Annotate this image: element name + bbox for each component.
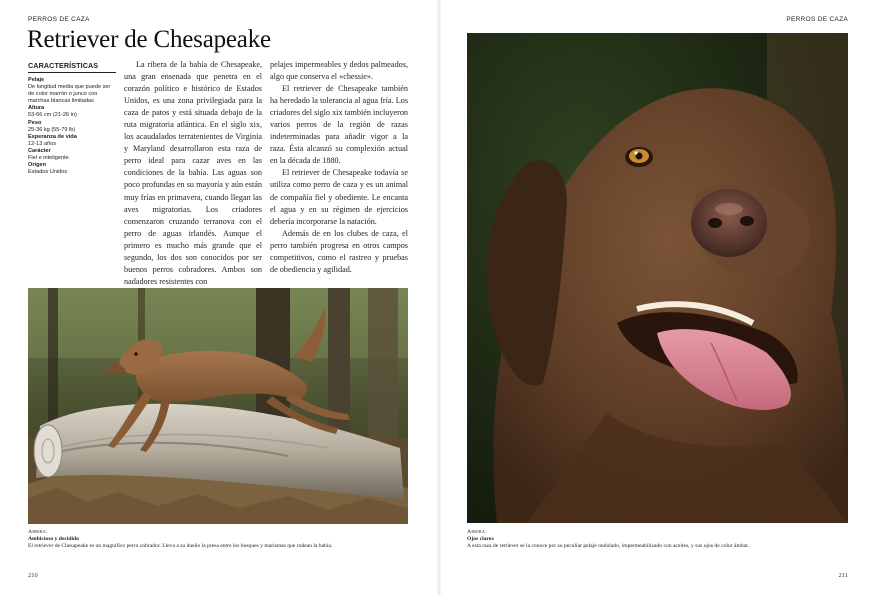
caption-right-kicker: Arriba: — [467, 529, 487, 535]
nose — [691, 189, 767, 257]
sidebar-value-height: 53-66 cm (21-26 in) — [28, 112, 77, 119]
caption-left — [28, 529, 408, 551]
photo-dog-portrait — [467, 33, 848, 523]
body-column-2 — [270, 59, 408, 276]
page-number-right: 211 — [838, 572, 848, 579]
photo-dog-leaping-log — [28, 288, 408, 524]
body-paragraph: El retriever de Chesapeake también ha heredado la tolerancia al agua fría. Los criadores del siglo xix también incluyeron varios perros de la región de razas indeterminadas para añadir vigor a la raza. Ésta alcanzó su complexión actual en la década de 1880. — [270, 84, 409, 166]
dog-leaping-illustration — [28, 288, 408, 524]
sidebar-value-temperament: Fiel e inteligente — [28, 155, 69, 162]
sidebar-label-temperament: Carácter — [28, 147, 51, 154]
caption-left-kicker: Arriba: — [28, 529, 48, 535]
sidebar-value-weight: 25-36 kg (55-79 lb) — [28, 126, 76, 133]
body-paragraph: pelajes impermeables y dedos palmeados, algo que conserva el «chessie». — [270, 60, 408, 82]
sidebar-label-height: Altura — [28, 105, 45, 112]
page-title: Retriever de Chesapeake — [27, 26, 271, 53]
body-column-1 — [124, 59, 262, 288]
sidebar-label-weight: Peso — [28, 119, 42, 126]
dog-portrait-illustration — [467, 33, 848, 523]
body-paragraph: El retriever de Chesapeake todavía se utiliza como perro de caza y es un animal de compañía fiel y obediente. Le encanta el agua y en su régimen de ejercicios debería incorporarse la natación. — [270, 168, 408, 226]
body-paragraph: La ribera de la bahía de Chesapeake, una gran ensenada que penetra en el corazón político e histórico de Estados Unidos, es una zona privilegiada para la caza de patos y está situada debajo de la ruta migratoria atlántica. En el siglo xix, los acaudalados terratenientes de Virginia y Maryland desarrollaron esta raza de perro ideal para cazar aves en las condiciones de la bahía. Las aguas son poco profundas en su mayoría y aún están muy frías en primavera, cuando llegan las aves migratorias. Los criadores comenzaron cruzando terranova con el perro de aguas irlandés. Aunque el primero es mucho más grande que el segundo, los dos son conocidos por ser buenos perros cobradores. Ambos son nadadores resistentes con — [124, 60, 262, 286]
caption-right-text: A esta raza de retriever se la conoce por su peculiar pelaje ondulado, impermeabilizado con aceites, y sus ojos de color ámbar. — [467, 543, 750, 550]
sidebar-value-coat: De longitud media que puede ser de color marrón o junco con marchas blancas limitadas — [28, 84, 111, 105]
sidebar-value-origin: Estados Unidos — [28, 169, 68, 176]
caption-left-text: El retriever de Chesapeake es un magnífico perro cobrador. Lleva a su dueño la presa entre los bosques y marismas que rodean la bahía. — [28, 543, 333, 550]
sidebar-label-origin: Origen — [28, 162, 47, 169]
running-head-left: PERROS DE CAZA — [28, 16, 90, 23]
running-head-right: PERROS DE CAZA — [786, 16, 848, 23]
sidebar-heading: CARACTERÍSTICAS — [28, 62, 116, 73]
caption-left-heading: Ambicioso y decidido — [28, 536, 79, 543]
caption-right — [467, 529, 847, 551]
characteristics-sidebar — [28, 62, 116, 176]
page-gutter — [436, 0, 442, 595]
sidebar-value-lifespan: 12-13 años — [28, 140, 56, 147]
page-number-left: 210 — [28, 572, 38, 579]
body-paragraph: Además de en los clubes de caza, el perro también progresa en otros campos competitivos, como el rastreo y pruebas de obediencia y agilidad. — [270, 228, 408, 274]
sidebar-label-lifespan: Esperanza de vida — [28, 133, 77, 140]
caption-right-heading: Ojos claros — [467, 536, 494, 543]
sidebar-label-coat: Pelaje — [28, 77, 45, 83]
